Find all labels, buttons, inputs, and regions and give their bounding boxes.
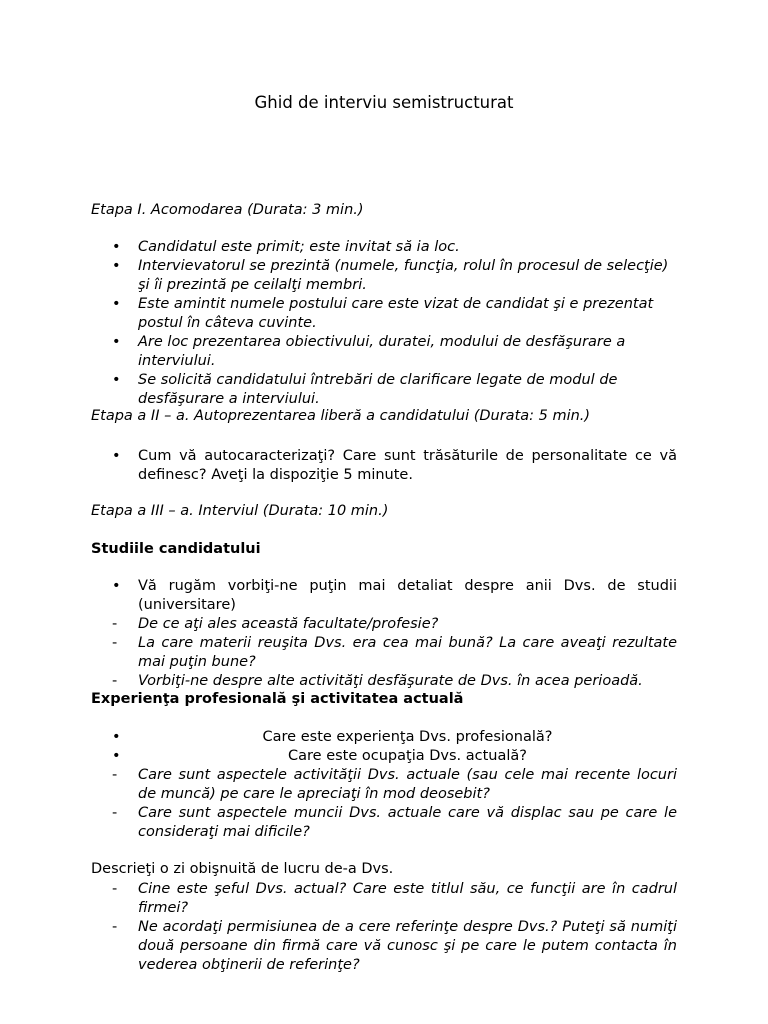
list-item: - Care sunt aspectele activităţii Dvs. actuale (sau cele mai recente locuri de muncă) pe care le apreciaţi în mod deosebit? — [112, 767, 677, 802]
list-item: - Ne acordaţi permisiunea de a cere referinţe despre Dvs.? Puteţi să numiţi două persoane din firmă care vă cunosc şi pe care le putem contacta în vederea obţinerii de referinţe? — [112, 919, 677, 973]
list-item: - Care sunt aspectele muncii Dvs. actuale care vă displac sau pe care le consideraţi mai dificile? — [112, 805, 677, 840]
list-item: • Are loc prezentarea obiectivului, duratei, modului de desfăşurare a interviului. — [112, 334, 626, 369]
list-item: - Cine este şeful Dvs. actual? Care este titlul său, ce funcţii are în cadrul firmei? — [112, 881, 677, 916]
stage-1-heading: Etapa I. Acomodarea (Durata: 3 min.) — [91, 202, 364, 218]
describe-list — [110, 880, 677, 975]
list-item: - La care materii reuşita Dvs. era cea mai bună? La care aveaţi rezultate mai puţin bune? — [112, 635, 677, 670]
list-item: • Candidatul este primit; este invitat să ia loc. — [112, 239, 460, 255]
list-item: • Vă rugăm vorbiţi-ne puţin mai detaliat despre anii Dvs. de studii (universitare) — [112, 578, 677, 613]
list-item: • Care este ocupaţia Dvs. actuală? — [112, 748, 527, 764]
list-item: • Intervievatorul se prezintă (numele, funcţia, rolul în procesul de selecţie) şi îi prezintă pe ceilalţi membri. — [112, 258, 669, 293]
experience-heading: Experienţa profesională şi activitatea actuală — [91, 691, 464, 707]
page-title: Ghid de interviu semistructurat — [254, 93, 514, 112]
stage-1-list — [110, 238, 677, 409]
list-item: - De ce aţi ales această facultate/profesie? — [112, 616, 439, 632]
describe-intro: Descrieţi o zi obişnuită de lucru de-a Dvs. — [91, 861, 394, 877]
studies-heading: Studiile candidatului — [91, 541, 261, 557]
list-item: • Care este experienţa Dvs. profesională? — [112, 729, 553, 745]
list-item: • Cum vă autocaracterizaţi? Care sunt trăsăturile de personalitate ce vă definesc? Aveţi la dispoziţie 5 minute. — [112, 448, 677, 483]
list-item: • Este amintit numele postului care este vizat de candidat şi e prezentat postul în câteva cuvinte. — [112, 296, 654, 331]
studies-list — [110, 577, 677, 691]
list-item: - Vorbiţi-ne despre alte activităţi desfăşurate de Dvs. în acea perioadă. — [112, 673, 643, 689]
list-item: • Se solicită candidatului întrebări de clarificare legate de modul de desfăşurare a interviului. — [112, 372, 618, 407]
stage-2-heading: Etapa a II – a. Autoprezentarea liberă a candidatului (Durata: 5 min.) — [91, 408, 591, 424]
stage-2-list — [110, 447, 677, 485]
experience-list — [110, 728, 677, 842]
stage-3-heading: Etapa a III – a. Interviul (Durata: 10 min.) — [91, 503, 389, 519]
